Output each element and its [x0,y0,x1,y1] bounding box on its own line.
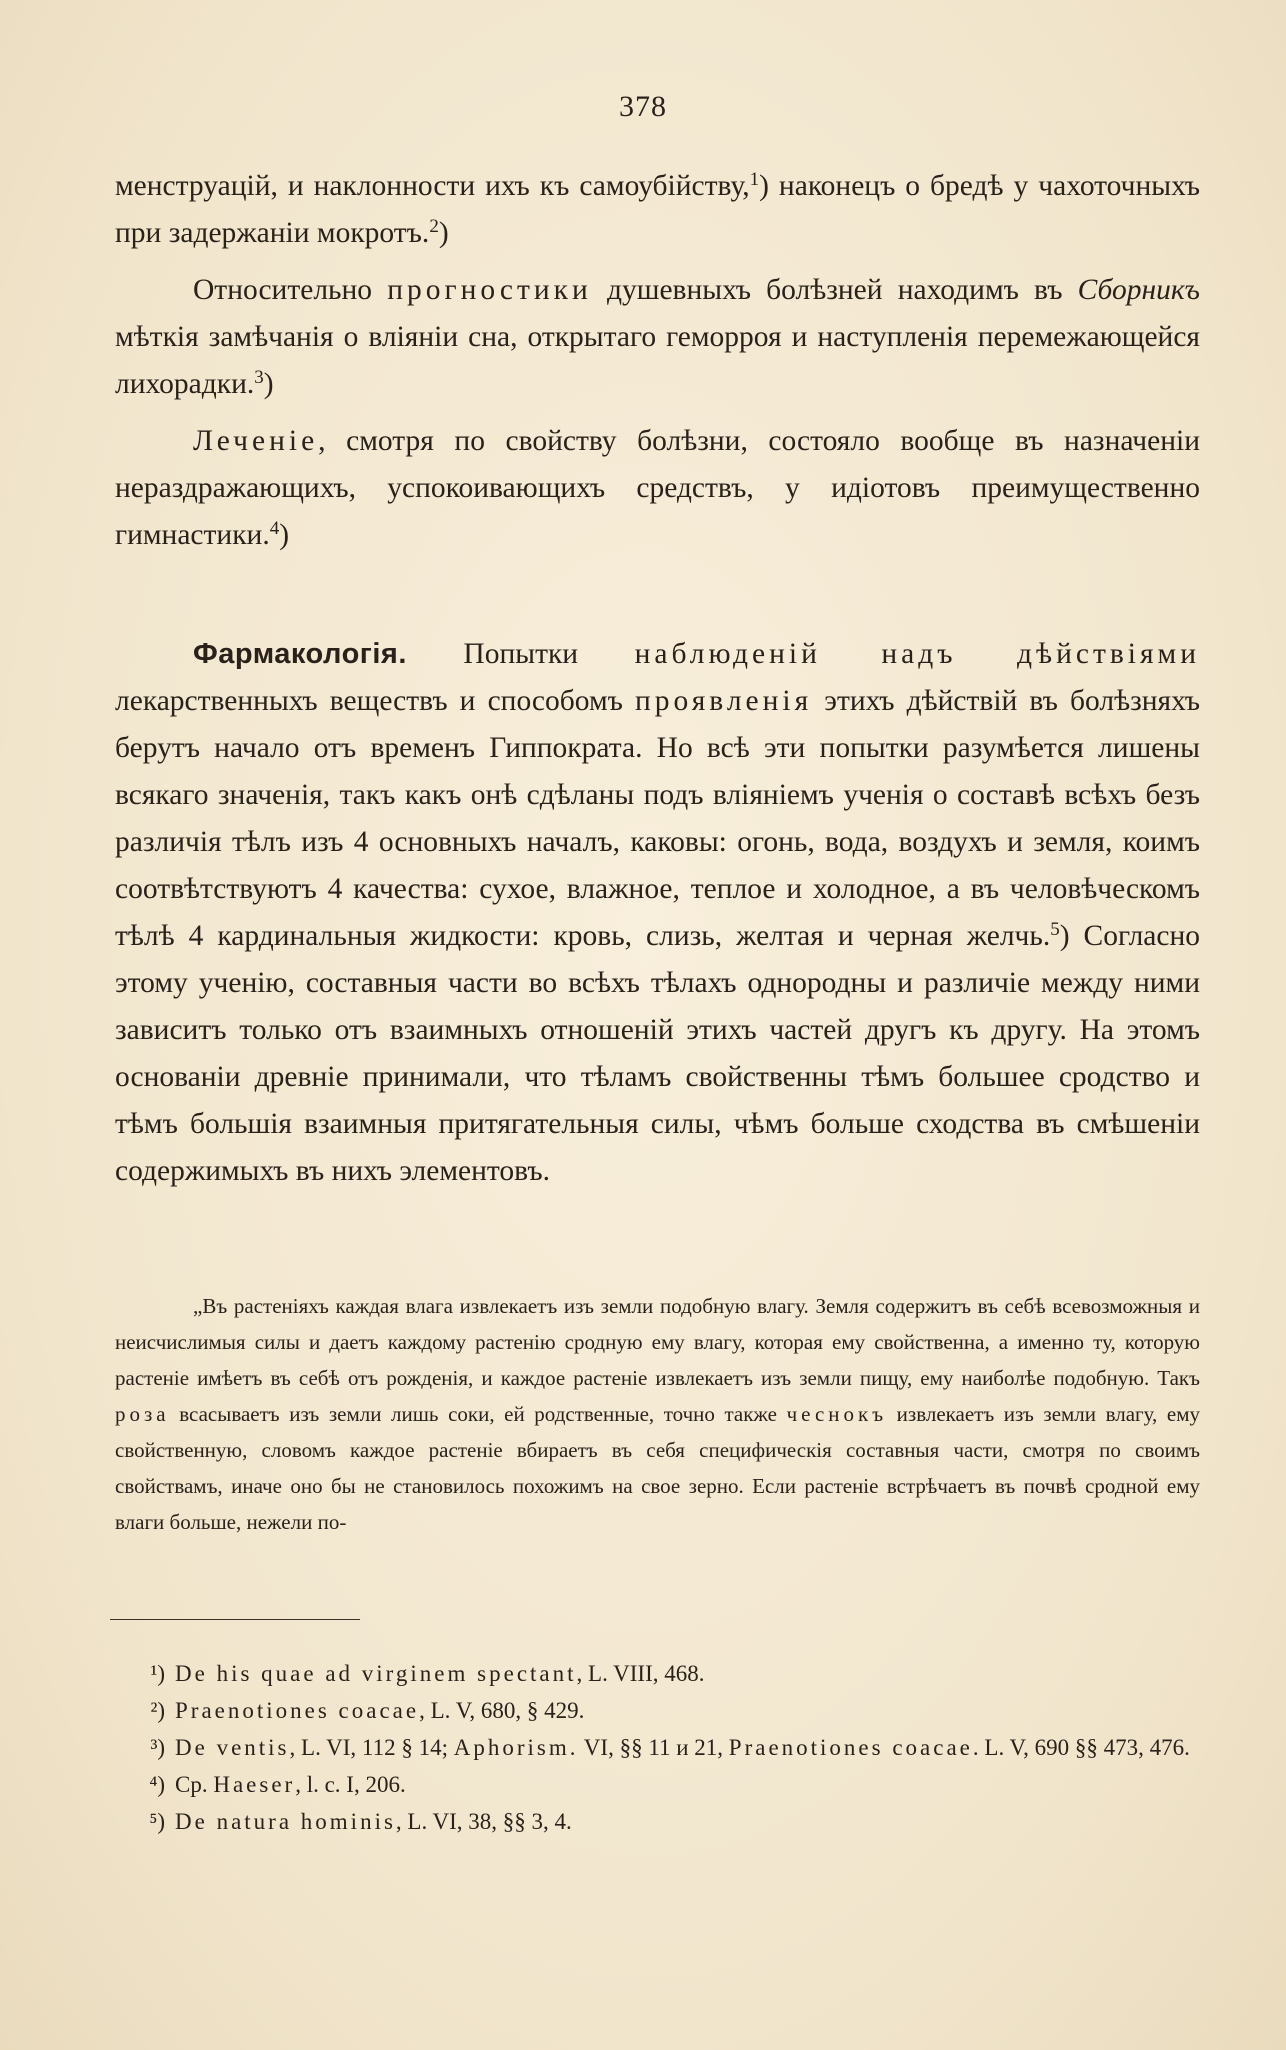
footnote-work-title: Aphorism. [453,1735,579,1760]
footnote-text: , L. V, 680, § 429. [419,1698,585,1723]
p4-spaced-2: проявленія [635,685,813,717]
footnote-4 [105,1766,1200,1803]
quote-text-3: извлекаетъ изъ земли влагу, ему свойственную, словомъ каждое растеніе вбираетъ въ себя специфическія составныя части, смотря по своимъ свойствамъ, иначе оно бы не становилось похожимъ на свое зерно. Если растеніе встрѣчаетъ въ почвѣ сродной ему влаги больше, нежели по- [115,1402,1200,1534]
main-text [115,163,1200,1195]
quote-spaced-2: чеснокъ [786,1402,888,1426]
p4-text-3: этихъ дѣйствій въ болѣзняхъ берутъ начало отъ временъ Гиппократа. Но всѣ эти попытки разумѣется лишены всякаго значенія, такъ какъ онѣ сдѣланы подъ вліяніемъ ученія о составѣ всѣхъ безъ различія тѣлъ изъ 4 основныхъ началъ, каковы: огонь, вода, воздухъ и земля, коимъ соотвѣтствуютъ 4 качества: сухое, влажное, теплое и холодное, а въ человѣческомъ тѣлѣ 4 кардинальныя жидкости: кровь, слизь, желтая и черная желчь. [115,685,1200,952]
footnote-ref-2[interactable]: 2 [429,216,439,237]
footnote-1 [105,1655,1200,1692]
page-number: 378 [619,90,667,123]
p2-text-2: мѣткія замѣчанія о вліяніи сна, открытаго геморроя и наступленія перемежающейся лихорадки. [115,321,1200,400]
footnote-work-title: De his quae ad virginem spectant [175,1661,577,1686]
footnote-marker: ⁵) [149,1809,165,1834]
footnote-ref-5[interactable]: 5 [1050,919,1060,940]
p3-close: ) [279,519,290,551]
p4-text-2: лекарственныхъ веществъ и способомъ [115,685,635,717]
quote-text-2: всасываетъ изъ земли лишь соки, ей родственные, точно также [169,1402,787,1426]
footnote-text: VI, §§ 11 и 21, [578,1735,729,1760]
footnote-marker: ⁴) [149,1772,165,1797]
section-heading-pharmacology: Фармакологія. [193,638,407,670]
quotation-paragraph [115,1288,1200,1540]
footnote-work-title: Praenotiones coacae [728,1735,973,1760]
paragraph-1 [115,163,1200,257]
footnote-text: , L. VI, 112 § 14; [289,1735,454,1760]
p4-spaced-1: наблюденій надъ дѣйствіями [634,638,1200,670]
footnote-ref-1[interactable]: 1 [749,169,760,190]
footnote-ref-4[interactable]: 4 [269,518,280,539]
p2-spaced-term: прогностики [387,274,592,306]
p3-text: , смотря по свойству болѣзни, состояло вообще въ назначеніи нераздражающихъ, успокоивающихъ средствъ, у идіотовъ преимущественно гимнастики. [115,425,1200,551]
quotation-block [115,1288,1200,1540]
footnote-text: . L. V, 690 §§ 473, 476. [972,1735,1190,1760]
footnote-work-title: De ventis [175,1735,290,1760]
p2-text: душевныхъ болѣзней находимъ въ [591,274,1078,306]
paragraph-2 [115,267,1200,408]
footnote-text: , L. VI, 38, §§ 3, 4. [395,1809,572,1834]
footnote-work-title: Haeser [213,1772,296,1797]
quote-spaced-1: роза [115,1402,170,1426]
p2-close: ) [263,368,274,400]
footnote-ref-3[interactable]: 3 [254,367,264,388]
footnotes [105,1655,1200,1840]
paragraph-3 [115,418,1200,559]
footnote-work-title: De natura hominis [175,1809,396,1834]
p1-text: менструацій, и наклонности ихъ къ самоубійству, [115,170,750,202]
p4-text-1: Попытки [406,638,635,670]
p4-text-4: ) Согласно этому ученію, составныя части во всѣхъ тѣлахъ однородны и различіе между ними зависитъ только отъ взаимныхъ отношеній этихъ частей другъ къ другу. На этомъ основаніи древніе принимали, что тѣламъ свойственны тѣмъ большее сродство и тѣмъ большія взаимныя притягательныя силы, чѣмъ больше сходства въ смѣшеніи содержимыхъ въ нихъ элементовъ. [115,920,1201,1187]
p2-italic-title: Сборникъ [1077,274,1200,306]
p1-text-2: ) наконецъ о бредѣ у чахоточныхъ при задержаніи мокротъ. [115,170,1200,249]
paragraph-4 [115,631,1200,1195]
p2-lead: Относительно [193,274,388,306]
quote-text-1: „Въ растеніяхъ каждая влага извлекаетъ изъ земли подобную влагу. Земля содержитъ въ себѣ всевозможныя и неисчислимыя силы и даетъ каждому растенію сродную ему влагу, которая ему свойственна, а именно ту, которую растеніе имѣетъ въ себѣ отъ рожденія, и каждое растеніе извлекаетъ изъ земли пищу, ему наиболѣе подобную. Такъ [115,1294,1200,1390]
p1-close: ) [438,217,449,249]
footnote-text: Ср. [175,1772,214,1797]
footnote-work-title: Praenotiones coacae [175,1698,420,1723]
footnote-5 [105,1803,1200,1840]
footnote-divider [110,1619,360,1620]
p3-spaced-term: Леченіе [193,425,319,457]
footnote-marker: ³) [150,1735,165,1760]
footnote-3 [105,1729,1200,1766]
footnote-text: , L. VIII, 468. [576,1661,705,1686]
footnote-marker: ²) [150,1698,165,1723]
footnote-2 [105,1692,1200,1729]
footnote-marker: ¹) [150,1661,165,1686]
footnote-text: , l. c. I, 206. [295,1772,406,1797]
